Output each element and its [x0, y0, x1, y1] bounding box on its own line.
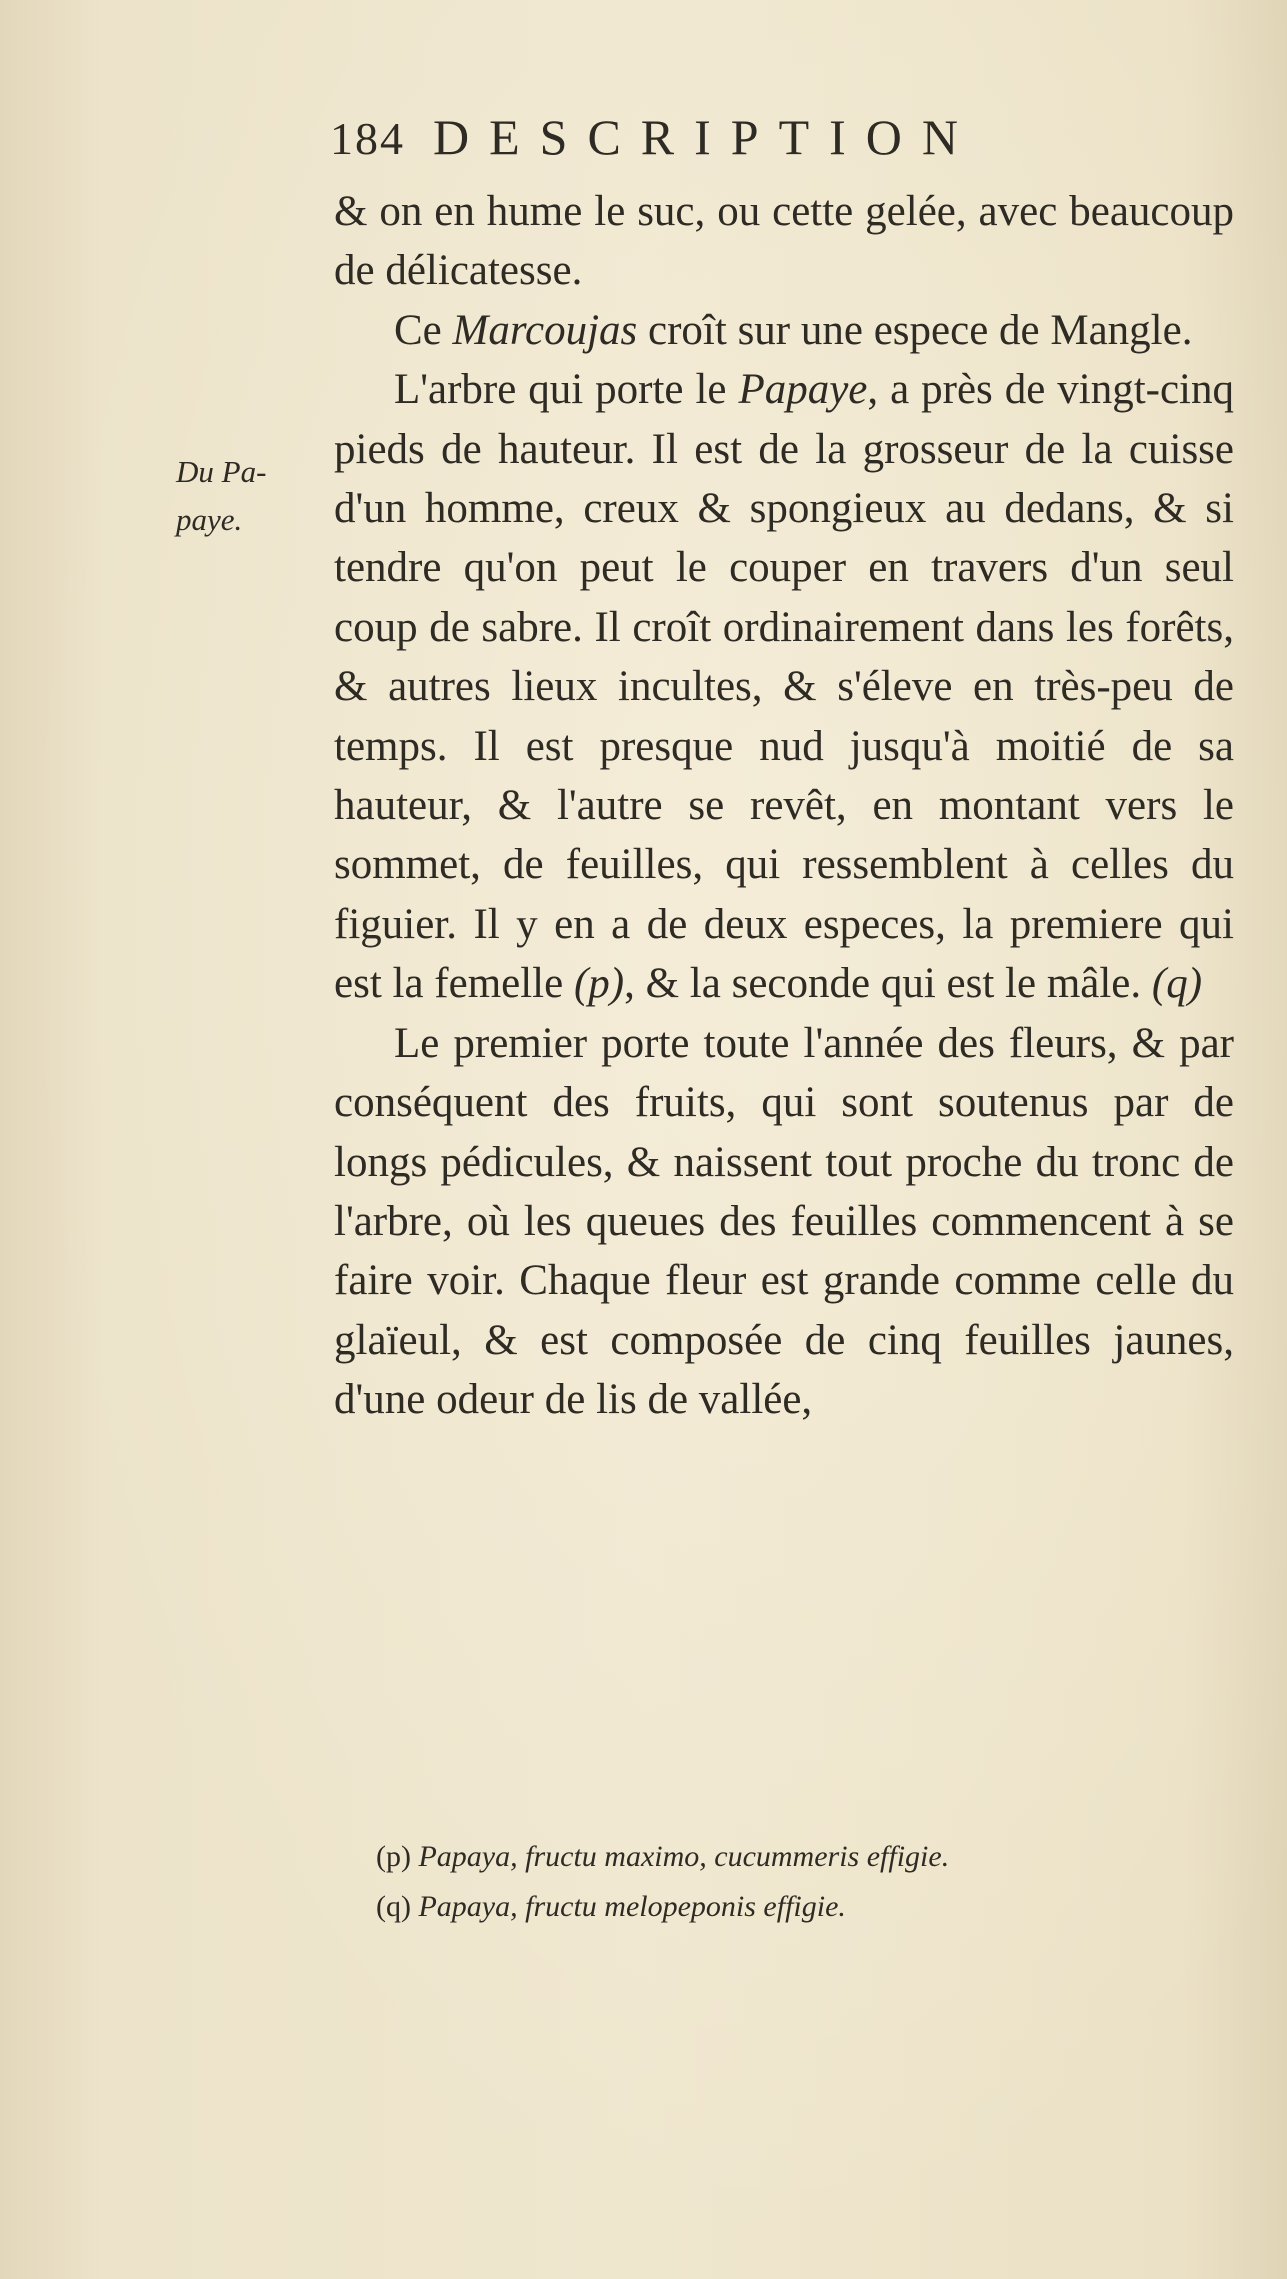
- paragraph-text: croît sur une espece de Mangle.: [637, 306, 1193, 354]
- margin-note-line: paye.: [176, 502, 243, 537]
- paragraph: [334, 1014, 1234, 1430]
- footnote-mark: (q): [376, 1890, 411, 1923]
- paragraph-text: , a près de vingt-cinq pieds de hauteur. Il est de la grosseur de la cuisse d'un homme, creux & spongieux au dedans, & si tendre qu'on peut le couper en travers d'un seul coup de sabre. Il croît ordinairement dans les forêts, & autres lieux incultes, & s'éleve en très-peu de temps. Il est presque nud jusqu'à moitié de sa hauteur, & l'autre se revêt, en montant vers le sommet, de feuilles, qui ressemblent à celles du figuier. Il y en a de deux especes, la premiere qui est la femelle: [334, 366, 1234, 1008]
- paragraph-text: & on en hume le suc, ou cette gelée, avec beaucoup de délicatesse.: [334, 188, 1234, 295]
- italic-term: Papaye: [738, 366, 868, 414]
- italic-term: Marcoujas: [452, 306, 638, 354]
- footnote-text: Papaya, fructu melopeponis effigie.: [418, 1890, 846, 1923]
- footnote: [376, 1832, 1236, 1882]
- footnote-reference: (p): [573, 960, 625, 1008]
- paragraph-text: , & la seconde qui est le mâle.: [624, 960, 1152, 1008]
- paragraph: [334, 182, 1234, 301]
- footnotes: [376, 1832, 1236, 1932]
- running-header: [330, 108, 1090, 178]
- paragraph-text: Le premier porte toute l'année des fleurs, & par conséquent des fruits, qui sont soutenus par de longs pédicules, & naissent tout proche du tronc de l'arbre, où les queues des feuilles commencent à se faire voir. Chaque fleur est grande comme celle du glaïeul, & est composée de cinq feuilles jaunes, d'une odeur de lis de vallée,: [334, 1019, 1234, 1424]
- page-number: 184: [330, 113, 405, 164]
- margin-note: [176, 448, 316, 544]
- margin-note-line: Du Pa-: [176, 454, 267, 489]
- paragraph: [334, 360, 1234, 1013]
- paragraph: [334, 301, 1234, 360]
- footnote-text: Papaya, fructu maximo, cucummeris effigie.: [418, 1840, 950, 1873]
- footnote-reference: (q): [1151, 960, 1203, 1008]
- footnote-mark: (p): [376, 1840, 411, 1873]
- body-text: [334, 182, 1234, 1430]
- footnote: [376, 1882, 1236, 1932]
- paragraph-text: Ce: [394, 306, 453, 354]
- paragraph-text: L'arbre qui porte le: [394, 366, 739, 414]
- running-title: DESCRIPTION: [433, 109, 979, 165]
